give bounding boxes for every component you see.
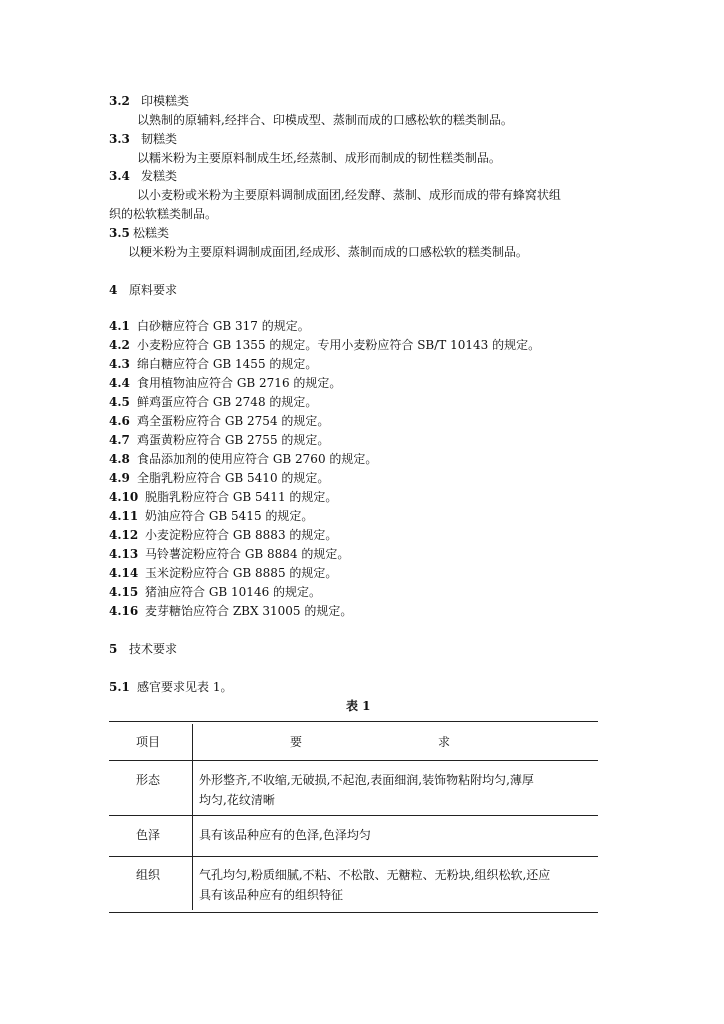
item-number: 4.12 [109, 528, 139, 542]
item-number: 4.1 [109, 319, 130, 333]
item-text: 全脂乳粉应符合 GB 5410 的规定。 [137, 471, 330, 485]
table-row-text-line1: 具有该品种应有的色泽,色泽均匀 [199, 828, 371, 842]
materials-list-item [109, 356, 317, 372]
table-rule [109, 856, 598, 857]
item-text: 鸡蛋黄粉应符合 GB 2755 的规定。 [137, 433, 330, 447]
section-3-5-heading [109, 225, 169, 241]
table-row-text-line2: 具有该品种应有的组织特征 [199, 888, 344, 902]
materials-list-item [109, 413, 329, 429]
item-number: 4.6 [109, 414, 130, 428]
section-3-4-body-line1: 以小麦粉或米粉为主要原料调制成面团,经发酵、蒸制、成形而成的带有蜂窝状组 [137, 188, 561, 202]
item-text: 麦芽糖饴应符合 ZBX 31005 的规定。 [145, 604, 353, 618]
section-3-3-heading [109, 131, 177, 147]
item-number: 4.9 [109, 471, 130, 485]
section-text: 感官要求见表 1。 [137, 680, 233, 694]
section-title: 发糕类 [141, 169, 178, 183]
item-number: 4.16 [109, 604, 139, 618]
item-number: 4.8 [109, 452, 130, 466]
section-title: 原料要求 [129, 283, 178, 297]
item-text: 玉米淀粉应符合 GB 8885 的规定。 [145, 566, 338, 580]
section-title: 韧糕类 [141, 132, 178, 146]
section-3-5-body: 以粳米粉为主要原料调制成面团,经成形、蒸制而成的口感松软的糕类制品。 [128, 245, 528, 259]
materials-list-item [109, 451, 377, 467]
item-text: 小麦粉应符合 GB 1355 的规定。专用小麦粉应符合 SB/T 10143 的规定。 [137, 338, 541, 352]
item-text: 奶油应符合 GB 5415 的规定。 [145, 509, 314, 523]
item-number: 4.10 [109, 490, 139, 504]
section-number: 4 [109, 283, 118, 297]
materials-list-item [109, 470, 329, 486]
materials-list-item [109, 508, 313, 524]
section-3-4-body-line2: 织的松软糕类制品。 [109, 207, 218, 221]
section-3-3-body: 以糯米粉为主要原料制成生坯,经蒸制、成形而制成的韧性糕类制品。 [137, 151, 501, 165]
materials-list-item [109, 546, 349, 562]
item-text: 猪油应符合 GB 10146 的规定。 [145, 585, 322, 599]
section-number: 3.3 [109, 132, 130, 146]
materials-list-item [109, 318, 310, 334]
item-number: 4.2 [109, 338, 130, 352]
section-number: 5.1 [109, 680, 130, 694]
section-5-1 [109, 679, 232, 695]
item-number: 4.7 [109, 433, 130, 447]
section-number: 3.5 [109, 226, 130, 240]
materials-list-item [109, 375, 341, 391]
item-number: 4.11 [109, 509, 139, 523]
table-header-requirement-1: 要 [290, 735, 303, 749]
item-text: 鲜鸡蛋应符合 GB 2748 的规定。 [137, 395, 318, 409]
section-title: 松糕类 [133, 226, 170, 240]
table-row-text-line1: 外形整齐,不收缩,无破损,不起泡,表面细润,装饰物粘附均匀,薄厚 [199, 773, 534, 787]
materials-list-item [109, 432, 329, 448]
materials-list-item [109, 603, 352, 619]
section-4-heading [109, 282, 177, 298]
table-row-item: 形态 [136, 773, 161, 787]
table-header-item: 项目 [136, 735, 161, 749]
materials-list-item [109, 394, 317, 410]
table-caption: 表 1 [346, 699, 371, 713]
materials-list-item [109, 584, 321, 600]
section-3-4-heading [109, 168, 177, 184]
table-row-text-line2: 均匀,花纹清晰 [199, 793, 275, 807]
item-number: 4.4 [109, 376, 130, 390]
section-title: 技术要求 [129, 642, 178, 656]
item-number: 4.15 [109, 585, 139, 599]
item-number: 4.3 [109, 357, 130, 371]
item-text: 鸡全蛋粉应符合 GB 2754 的规定。 [137, 414, 330, 428]
section-3-2-body: 以熟制的原辅料,经拌合、印模成型、蒸制而成的口感松软的糕类制品。 [137, 113, 513, 127]
table-column-divider [192, 724, 193, 910]
section-3-2-heading [109, 93, 189, 109]
materials-list-item [109, 337, 540, 353]
table-row-item: 组织 [136, 868, 161, 882]
item-number: 4.13 [109, 547, 139, 561]
item-number: 4.14 [109, 566, 139, 580]
section-number: 3.2 [109, 94, 130, 108]
materials-list-item [109, 565, 337, 581]
item-text: 脱脂乳粉应符合 GB 5411 的规定。 [145, 490, 338, 504]
table-rule [109, 760, 598, 761]
table-rule-top [109, 721, 598, 722]
section-5-heading [109, 641, 177, 657]
table-row-text-line1: 气孔均匀,粉质细腻,不粘、不松散、无糖粒、无粉块,组织松软,还应 [199, 868, 551, 882]
item-text: 白砂糖应符合 GB 317 的规定。 [137, 319, 310, 333]
item-text: 食品添加剂的使用应符合 GB 2760 的规定。 [137, 452, 378, 466]
table-rule-bottom [109, 912, 598, 913]
materials-list-item [109, 489, 337, 505]
table-rule [109, 815, 598, 816]
item-text: 绵白糖应符合 GB 1455 的规定。 [137, 357, 318, 371]
table-row-item: 色泽 [136, 828, 161, 842]
item-number: 4.5 [109, 395, 130, 409]
section-title: 印模糕类 [141, 94, 190, 108]
materials-list-item [109, 527, 337, 543]
section-number: 3.4 [109, 169, 130, 183]
item-text: 马铃薯淀粉应符合 GB 8884 的规定。 [145, 547, 350, 561]
table-header-requirement-2: 求 [438, 735, 451, 749]
section-number: 5 [109, 642, 118, 656]
item-text: 小麦淀粉应符合 GB 8883 的规定。 [145, 528, 338, 542]
item-text: 食用植物油应符合 GB 2716 的规定。 [137, 376, 342, 390]
